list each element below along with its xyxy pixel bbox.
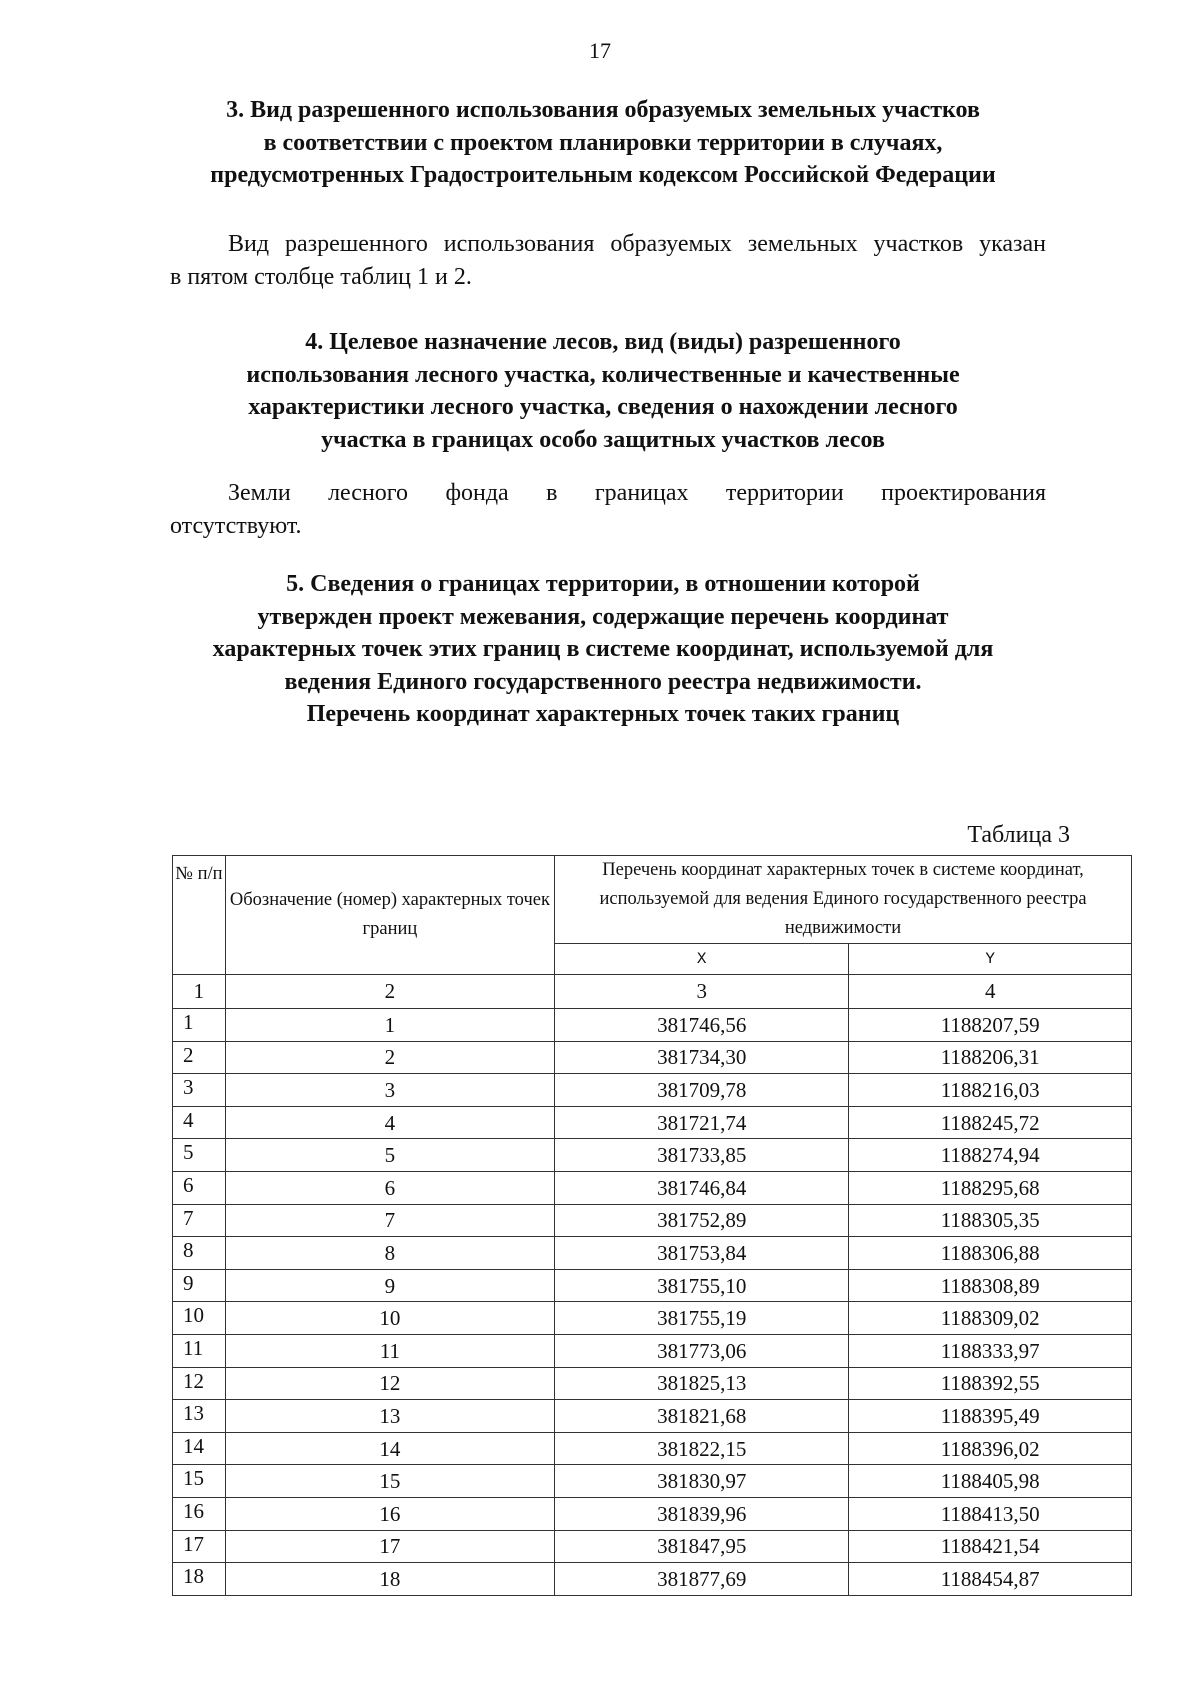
table-row: [173, 1237, 1132, 1270]
text-line: Вид разрешенного использования образуемых земельных участков указан: [228, 231, 1046, 257]
coord-y: 1188274,94: [849, 1139, 1132, 1172]
point-designation: 3: [225, 1074, 554, 1107]
row-number: 14: [173, 1432, 226, 1465]
column-number-row: [173, 975, 1132, 1009]
coord-x: 381753,84: [555, 1237, 849, 1270]
coord-x: 381733,85: [555, 1139, 849, 1172]
coord-x: 381752,89: [555, 1204, 849, 1237]
row-number: 16: [173, 1497, 226, 1530]
point-designation: 7: [225, 1204, 554, 1237]
coord-y: 1188309,02: [849, 1302, 1132, 1335]
point-designation: 5: [225, 1139, 554, 1172]
row-number: 8: [173, 1237, 226, 1270]
coord-x: 381847,95: [555, 1530, 849, 1563]
point-designation: 17: [225, 1530, 554, 1563]
table-row: [173, 1009, 1132, 1042]
table-row: [173, 1367, 1132, 1400]
point-designation: 9: [225, 1269, 554, 1302]
coord-y: 1188413,50: [849, 1497, 1132, 1530]
column-number: 4: [849, 975, 1132, 1009]
table-row: [173, 1432, 1132, 1465]
coord-x: 381755,19: [555, 1302, 849, 1335]
table-row: [173, 1204, 1132, 1237]
point-designation: 10: [225, 1302, 554, 1335]
heading-line: участка в границах особо защитных участков лесов: [321, 426, 885, 453]
coord-x: 381825,13: [555, 1367, 849, 1400]
point-designation: 16: [225, 1497, 554, 1530]
table-row: [173, 1106, 1132, 1139]
table-row: [173, 1563, 1132, 1596]
point-designation: 18: [225, 1563, 554, 1596]
table-row: [173, 1074, 1132, 1107]
point-designation: 2: [225, 1041, 554, 1074]
coord-y: 1188396,02: [849, 1432, 1132, 1465]
coord-y: 1188392,55: [849, 1367, 1132, 1400]
table-row: [173, 1334, 1132, 1367]
page-number: 17: [589, 38, 611, 63]
header-coords-group: Перечень координат характерных точек в системе координат, используемой для ведения Единого государственного реестра недвижимости: [555, 856, 1132, 944]
coord-x: 381821,68: [555, 1400, 849, 1433]
coord-y: 1188305,35: [849, 1204, 1132, 1237]
point-designation: 1: [225, 1009, 554, 1042]
heading-line: использования лесного участка, количественные и качественные: [246, 361, 960, 388]
point-designation: 15: [225, 1465, 554, 1498]
column-number: 1: [173, 975, 226, 1009]
row-number: 4: [173, 1106, 226, 1139]
point-designation: 13: [225, 1400, 554, 1433]
row-number: 17: [173, 1530, 226, 1563]
section-3-text: [170, 228, 1046, 294]
table-row: [173, 1041, 1132, 1074]
table-label: Таблица 3: [967, 822, 1070, 848]
point-designation: 14: [225, 1432, 554, 1465]
coord-y: 1188206,31: [849, 1041, 1132, 1074]
coord-y: 1188306,88: [849, 1237, 1132, 1270]
coord-y: 1188333,97: [849, 1334, 1132, 1367]
coord-x: 381773,06: [555, 1334, 849, 1367]
coord-x: 381755,10: [555, 1269, 849, 1302]
heading-line: утвержден проект межевания, содержащие перечень координат: [257, 603, 949, 630]
section-4-text: [170, 477, 1046, 543]
table-row: [173, 1497, 1132, 1530]
column-number: 3: [555, 975, 849, 1009]
section-5-heading: [160, 568, 1046, 731]
row-number: 12: [173, 1367, 226, 1400]
row-number: 11: [173, 1334, 226, 1367]
header-y: Y: [849, 944, 1132, 975]
heading-line: характеристики лесного участка, сведения о нахождении лесного: [248, 394, 958, 420]
table-row: [173, 1530, 1132, 1563]
row-number: 7: [173, 1204, 226, 1237]
coord-y: 1188308,89: [849, 1269, 1132, 1302]
row-number: 18: [173, 1563, 226, 1596]
point-designation: 8: [225, 1237, 554, 1270]
coordinates-table: [172, 855, 1132, 1596]
heading-line: ведения Единого государственного реестра недвижимости.: [284, 668, 922, 695]
row-number: 5: [173, 1139, 226, 1172]
section-4-heading: [160, 326, 1046, 456]
table-row: [173, 1400, 1132, 1433]
point-designation: 6: [225, 1171, 554, 1204]
table-row: [173, 1171, 1132, 1204]
coord-y: 1188421,54: [849, 1530, 1132, 1563]
heading-line: 4. Целевое назначение лесов, вид (виды) разрешенного: [305, 329, 901, 355]
text-line: отсутствуют.: [170, 513, 302, 539]
coord-x: 381734,30: [555, 1041, 849, 1074]
row-number: 13: [173, 1400, 226, 1433]
row-number: 1: [173, 1009, 226, 1042]
coord-y: 1188405,98: [849, 1465, 1132, 1498]
heading-line: Перечень координат характерных точек таких границ: [306, 701, 900, 727]
table-row: [173, 1465, 1132, 1498]
row-number: 6: [173, 1171, 226, 1204]
point-designation: 12: [225, 1367, 554, 1400]
coord-y: 1188454,87: [849, 1563, 1132, 1596]
coord-x: 381822,15: [555, 1432, 849, 1465]
row-number: 9: [173, 1269, 226, 1302]
table-row: [173, 1139, 1132, 1172]
coord-y: 1188245,72: [849, 1106, 1132, 1139]
coord-x: 381709,78: [555, 1074, 849, 1107]
heading-line: предусмотренных Градостроительным кодексом Российской Федерации: [210, 162, 996, 188]
row-number: 3: [173, 1074, 226, 1107]
heading-line: характерных точек этих границ в системе координат, используемой для: [212, 636, 994, 662]
text-line: Земли лесного фонда в границах территории проектирования: [228, 480, 1046, 506]
point-designation: 4: [225, 1106, 554, 1139]
row-number: 15: [173, 1465, 226, 1498]
heading-line: 5. Сведения о границах территории, в отношении которой: [286, 571, 920, 597]
header-num: № п/п: [173, 856, 226, 975]
row-number: 10: [173, 1302, 226, 1335]
heading-line: 3. Вид разрешенного использования образуемых земельных участков: [226, 97, 980, 123]
coord-y: 1188207,59: [849, 1009, 1132, 1042]
coord-x: 381721,74: [555, 1106, 849, 1139]
section-3-heading: [160, 94, 1046, 192]
point-designation: 11: [225, 1334, 554, 1367]
text-line: в пятом столбце таблиц 1 и 2.: [170, 264, 472, 290]
coord-x: 381746,84: [555, 1171, 849, 1204]
table-row: [173, 1302, 1132, 1335]
coord-y: 1188216,03: [849, 1074, 1132, 1107]
coord-x: 381877,69: [555, 1563, 849, 1596]
column-number: 2: [225, 975, 554, 1009]
coord-x: 381839,96: [555, 1497, 849, 1530]
header-x: X: [555, 944, 849, 975]
coord-y: 1188395,49: [849, 1400, 1132, 1433]
coord-x: 381746,56: [555, 1009, 849, 1042]
heading-line: в соответствии с проектом планировки территории в случаях,: [263, 129, 943, 156]
table-row: [173, 1269, 1132, 1302]
header-designation: Обозначение (номер) характерных точек границ: [225, 856, 554, 975]
coord-x: 381830,97: [555, 1465, 849, 1498]
coord-y: 1188295,68: [849, 1171, 1132, 1204]
row-number: 2: [173, 1041, 226, 1074]
